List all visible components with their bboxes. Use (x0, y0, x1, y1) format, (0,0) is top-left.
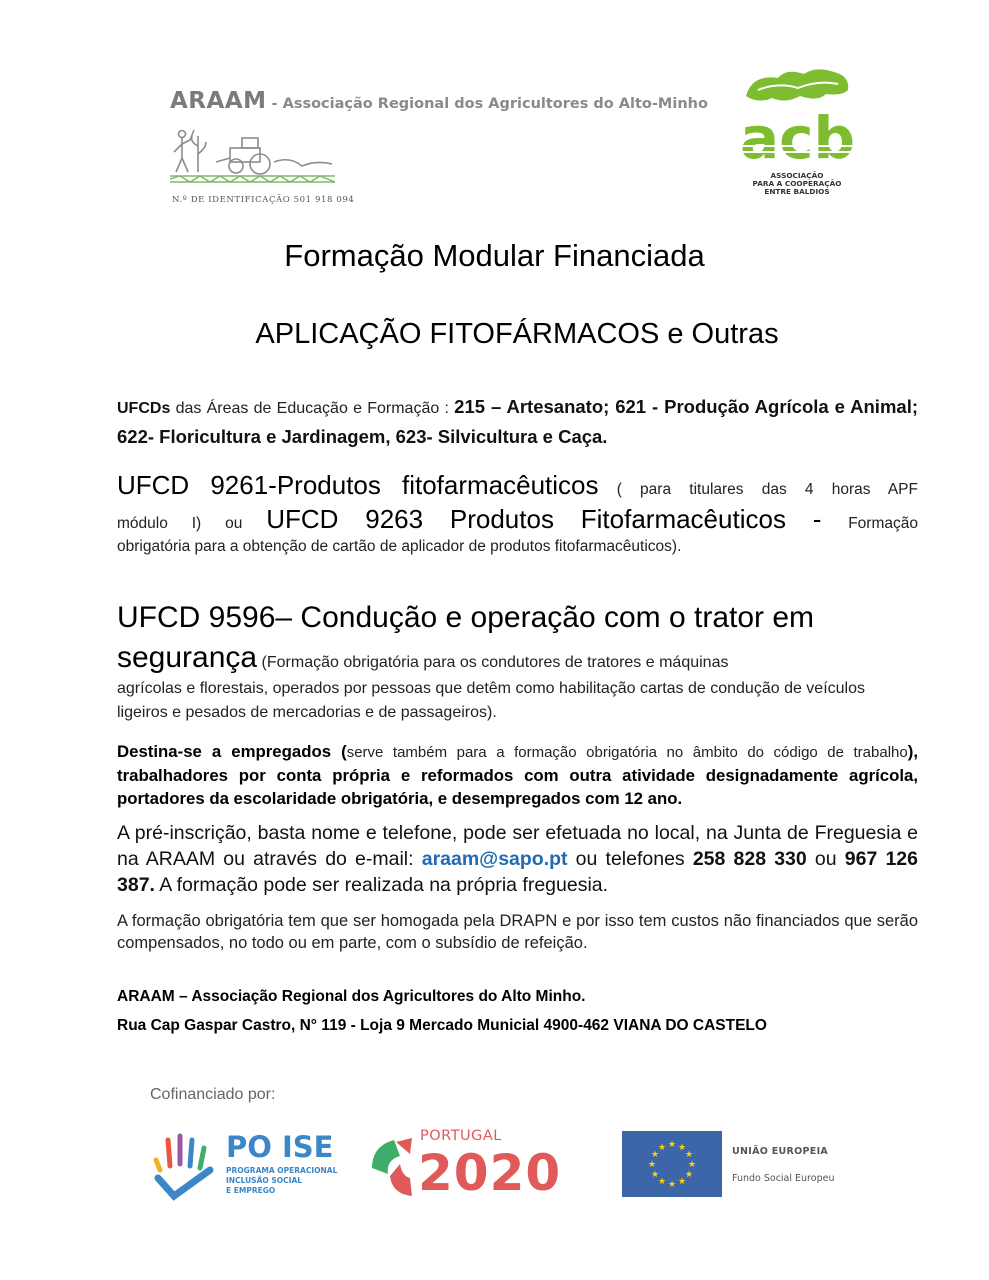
ufcds-intro: das Áreas de Educação e Formação : (170, 400, 455, 417)
portugal-2020-logo (366, 1130, 588, 1206)
cofinanced-label: Cofinanciado por: (150, 1086, 276, 1103)
acb-logo (738, 66, 856, 200)
ufcd-9263-line (117, 503, 918, 540)
ufcd-9596-line (117, 641, 918, 680)
svg-text:★: ★ (687, 1160, 697, 1170)
svg-text:★: ★ (667, 1180, 677, 1190)
farm-tractor-illustration (170, 126, 335, 188)
svg-text:★: ★ (647, 1160, 657, 1170)
svg-text:★: ★ (657, 1143, 667, 1153)
ufcd-9263-note: Formação (848, 515, 918, 532)
acb-caption-line: ASSOCIAÇÃO (770, 171, 824, 180)
svg-text:★: ★ (657, 1177, 667, 1187)
ufcd-9261-line (117, 470, 918, 505)
acb-caption-line: PARA A COOPERAÇÃO (752, 179, 842, 188)
target-audience-paragraph (117, 740, 918, 810)
ufcd-9261-title: UFCD 9261-Produtos fitofarmacêuticos (117, 470, 599, 500)
address-organization: ARAAM – Associação Regional dos Agricultores do Alto Minho. (117, 988, 586, 1005)
araam-logo-title (170, 88, 708, 114)
araam-acronym: ARAAM (170, 88, 267, 114)
eu-name: UNIÃO EUROPEIA (732, 1146, 829, 1157)
svg-text:★: ★ (684, 1150, 694, 1160)
phone-number: 967 126 387. (117, 848, 918, 896)
acb-wordmark-graphic (738, 66, 856, 170)
pre-registration-paragraph (117, 820, 918, 898)
ufcd-9261-note-cont: módulo I) ou (117, 515, 267, 532)
portugal-2020-label: PORTUGAL (420, 1128, 502, 1144)
ufcds-lead: UFCDs (117, 400, 171, 417)
acb-wordmark: acb (740, 104, 856, 170)
ufcd-9261-note: ( para titulares das 4 horas APF (598, 481, 918, 498)
svg-text:★: ★ (684, 1170, 694, 1180)
address-street: Rua Cap Gaspar Castro, N° 119 - Loja 9 Mercado Municial 4900-462 VIANA DO CASTELO (117, 1017, 767, 1034)
pre-registration-text: A pré-inscrição, basta nome e telefone, pode ser efetuada no local, na Junta de Freguesia e na ARAAM ou através do e-mail: (117, 822, 918, 870)
ufcd-9263-note-cont: obrigatória para a obtenção de cartão de aplicador de produtos fitofarmacêuticos). (117, 538, 682, 555)
svg-text:★: ★ (667, 1140, 677, 1150)
ufcds-areas: 215 – Artesanato; 621 - Produção Agrícola e Animal; 622- Floricultura e Jardinagem, 623- Silvicultura e Caça. (117, 396, 918, 447)
destina-note: serve também para a formação obrigatória no âmbito do código de trabalho (346, 744, 908, 761)
hand-check-icon (148, 1132, 218, 1202)
ufcd-9596-title-cont: segurança (117, 641, 258, 674)
acb-caption-line: ENTRE BALDIOS (764, 187, 830, 196)
pre-registration-text: A formação pode ser realizada na própria freguesia. (154, 874, 609, 896)
phone-number: 258 828 330 (692, 848, 807, 870)
ufcd-9596-note: (Formação obrigatória para os condutores de tratores e máquinas (257, 654, 729, 671)
eu-logo (622, 1131, 842, 1199)
ufcds-paragraph (117, 393, 918, 451)
araam-fullname: - Associação Regional dos Agricultores do Alto-Minho (266, 96, 708, 112)
homologation-paragraph: A formação obrigatória tem que ser homogada pela DRAPN e por isso tem custos não financiados que serão compensados, no todo ou em parte, com o subsídio de refeição. (117, 912, 918, 952)
araam-logo (170, 88, 730, 213)
portugal-2020-year: 2020 (418, 1144, 562, 1202)
email-link[interactable]: araam@sapo.pt (421, 848, 568, 870)
destina-lead: Destina-se a empregados ( (117, 742, 347, 761)
po-ise-description (226, 1166, 337, 1196)
svg-text:★: ★ (650, 1170, 660, 1180)
po-ise-desc-line: INCLUSÃO SOCIAL (226, 1176, 303, 1185)
main-title: Formação Modular Financiada (284, 238, 705, 273)
ufcd-9263-title: UFCD 9263 Produtos Fitofarmacêuticos - (266, 504, 849, 534)
eu-flag-icon (622, 1131, 722, 1197)
ufcd-9596-note-cont: agrícolas e florestais, operados por pessoas que detêm como habilitação cartas de condução de veículos ligeiros e pesados de mercadorias e de passageiros). (117, 680, 865, 721)
araam-identification-number: N.º DE IDENTIFICAÇÃO 501 918 094 (172, 195, 355, 205)
pre-registration-text: ou (806, 848, 845, 870)
po-ise-logo (148, 1128, 338, 1203)
po-ise-name: PO ISE (226, 1130, 334, 1164)
eu-fund-name: Fundo Social Europeu (732, 1173, 835, 1184)
acb-caption (738, 172, 856, 196)
eu-stars-icon (622, 1131, 722, 1197)
portugal-2020-emblem (366, 1134, 416, 1200)
ufcd-9596-title: UFCD 9596– Condução e operação com o trator em (117, 601, 815, 634)
po-ise-desc-line: E EMPREGO (226, 1186, 276, 1195)
svg-text:★: ★ (677, 1177, 687, 1187)
sub-title: APLICAÇÃO FITOFÁRMACOS e Outras (255, 318, 779, 350)
svg-text:★: ★ (650, 1150, 660, 1160)
svg-text:★: ★ (677, 1143, 687, 1153)
pre-registration-text: ou telefones (567, 848, 693, 870)
destina-rest: ), trabalhadores por conta própria e reformados com outra atividade designadamente agrícola, portadores da escolaridade obrigatória, e desempregados com 12 ano. (117, 742, 918, 808)
po-ise-desc-line: PROGRAMA OPERACIONAL (226, 1166, 338, 1175)
